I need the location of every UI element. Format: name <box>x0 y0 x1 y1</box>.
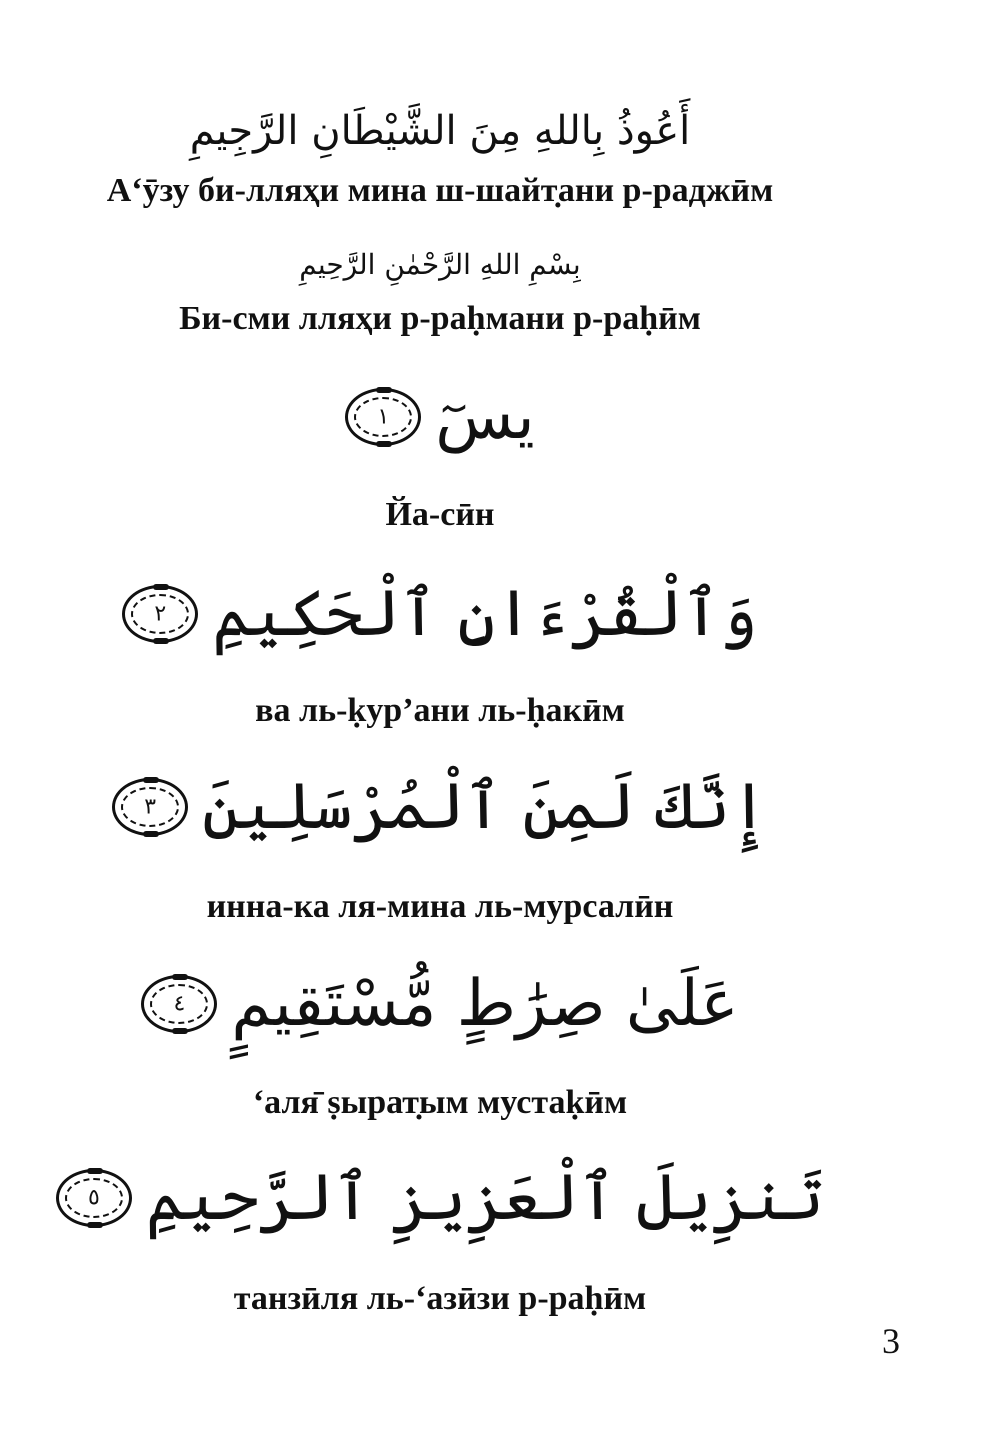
verse-2 <box>0 577 880 651</box>
page-number: 3 <box>882 1321 900 1361</box>
verse-arabic: إِنَّكَ لَمِنَ ٱلْمُرْسَلِينَ <box>202 770 768 844</box>
verse-arabic: وَٱلْقُرْءَانِ ٱلْحَكِيمِ <box>212 577 758 651</box>
verse-4 <box>0 967 880 1041</box>
verse-arabic: عَلَىٰ صِرَٰطٍ مُّسْتَقِيمٍ <box>231 967 739 1041</box>
verse-3 <box>0 770 880 844</box>
basmala-arabic: بِسْمِ اللهِ الرَّحْمٰنِ الرَّحِيمِ <box>299 248 581 281</box>
verse-translit: ва ль-ḳур’ани ль-ḥакӣм <box>255 692 625 729</box>
basmala-translit: Би-сми лляҳи р-раḥмани р-раḥӣм <box>179 300 701 337</box>
verse-1 <box>0 380 880 454</box>
verse-5 <box>0 1161 880 1235</box>
taawudh-translit: Аʻӯзу би-лляҳи мина ш-шайт̣ани р-раджӣм <box>106 172 774 209</box>
verse-arabic: تَنزِيلَ ٱلْعَزِيزِ ٱلرَّحِيمِ <box>145 1161 825 1235</box>
verse-translit: инна-ка ля-мина ль-мурсалӣн <box>206 888 674 925</box>
verse-marker-icon: ١ <box>345 388 421 446</box>
taawudh-arabic: أَعُوذُ بِاللهِ مِنَ الشَّيْطَانِ الرَّجِيمِ <box>189 108 691 154</box>
verse-marker-icon: ٥ <box>56 1169 132 1227</box>
verse-marker-icon: ٢ <box>122 585 198 643</box>
verse-translit: танзӣля ль-ʻазӣзи р-раḥӣм <box>233 1280 647 1317</box>
verse-arabic: يسٓ <box>435 380 535 454</box>
verse-marker-icon: ٤ <box>141 975 217 1033</box>
verse-translit: ʻаля̄ ṣырат̣ым мустаḳӣм <box>252 1084 628 1121</box>
verse-marker-icon: ٣ <box>112 778 188 836</box>
verse-translit: Йа-сӣн <box>385 496 495 533</box>
